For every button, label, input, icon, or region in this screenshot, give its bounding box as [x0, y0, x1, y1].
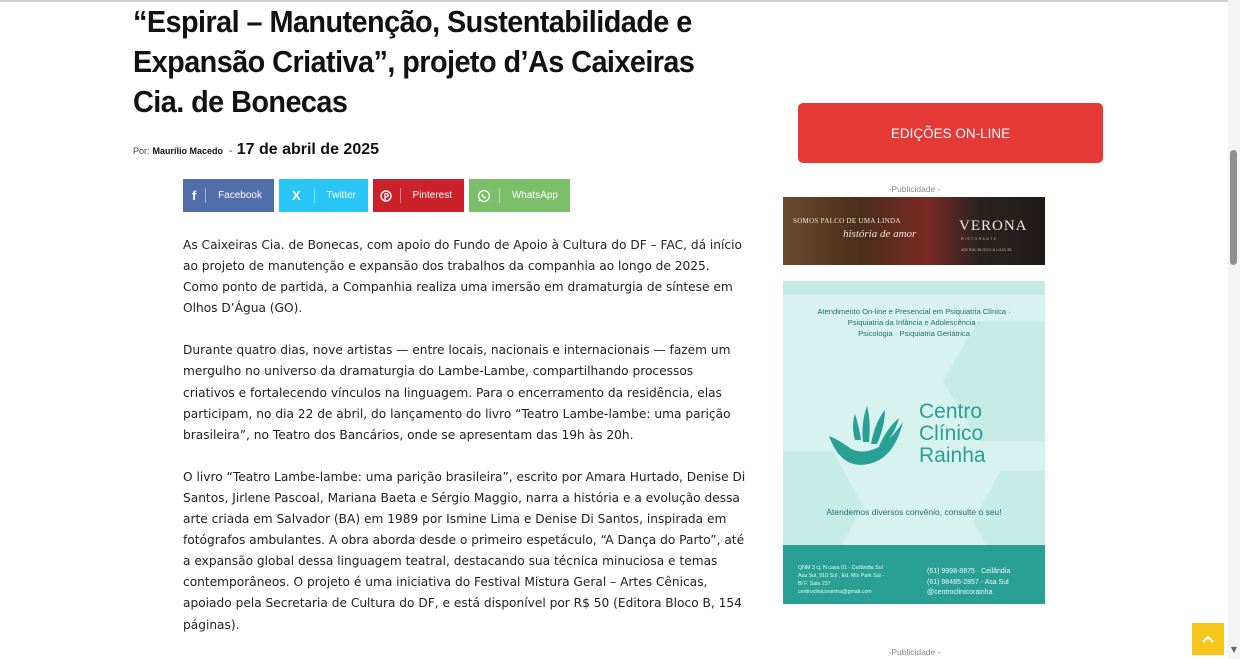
- article-paragraph: Durante quatro dias, nove artistas — entre locais, nacionais e internacionais — fazem um mergulho no universo da dramaturgia do Lambe-Lambe, compartilhando processos criativos e fortalecendo vínculos na linguagem. Para o encerramento da residência, elas participam, no dia 22 de abril, do lançamento do livro “Teatro Lambe-lambe: uma parição brasileira”, no Teatro dos Bancários, onde se apresentam das 19h às 20h.: [183, 343, 731, 442]
- publish-date: 17 de abril de 2025: [236, 141, 380, 158]
- clinic-services-line: Psicologia · Psiquiatria Geriátrica: [858, 329, 970, 338]
- clinic-brand-line: Centro: [919, 400, 983, 423]
- clinic-services: [791, 306, 1037, 339]
- chevron-up-icon: [1200, 631, 1216, 647]
- ad-label: -Publicidade -: [888, 184, 941, 194]
- clinic-ad-banner[interactable]: [783, 281, 1045, 604]
- share-facebook-label: Facebook: [218, 190, 262, 201]
- share-whatsapp-button[interactable]: [469, 179, 570, 212]
- article-title: “Espiral – Manutenção, Sustentabilidade e Expansão Criativa”, projeto d’As Caixeiras Cia. de Bonecas: [133, 4, 695, 119]
- article-paragraph: As Caixeiras Cia. de Bonecas, com apoio do Fundo de Apoio à Cultura do DF – FAC, dá início ao projeto de manutenção e expansão dos trabalhos da companhia ao longo de 2025. Como ponto de partida, a Companhia realiza uma imersão em dramaturgia de síntese em Olhos D’Água (GO).: [183, 238, 742, 316]
- share-facebook-button[interactable]: [183, 179, 274, 212]
- clinic-phones: [927, 567, 1042, 599]
- clinic-phone: (61) 9998-8875 · Ceilândia: [927, 568, 1011, 575]
- share-whatsapp-label: WhatsApp: [511, 190, 558, 201]
- clinic-address-line: QNM 3 cj. N casa 01 - Ceilândia Sul: [798, 565, 883, 571]
- clinic-contact-footer: [783, 545, 1045, 604]
- whatsapp-icon: [469, 179, 499, 212]
- facebook-icon: f: [192, 188, 197, 203]
- share-buttons: [183, 179, 575, 212]
- clinic-hand-logo-icon: [825, 396, 909, 472]
- clinic-tagline: Atendemos diversos convênio, consulte o seu!: [826, 507, 1002, 517]
- share-pinterest-label: Pinterest: [412, 190, 452, 201]
- clinic-address-line: Bl F. Sala 237: [798, 581, 831, 587]
- byline: [133, 141, 379, 163]
- article-paragraph: O livro “Teatro Lambe-lambe: uma parição brasileira”, escrito por Amara Hurtado, Denise Di Santos, Jirlene Pascoal, Mariana Baeta e Sérgio Maggio, narra a história e a evolução dessa arte criada em Salvador (BA) em 1989 por Ismine Lima e Denise Di Santos, inspirada em fotógrafos ambulantes. A obra aborda desde o primeiro espetáculo, “A Dança do Parto”, até a expansão global dessa linguagem teatral, destacando sua técnica minuciosa e temas contemporâneos. O projeto é uma iniciativa do Festival Mistura Geral – Artes Cênicas, apoiado pela Secretaria de Cultura do DF, e está disponível por R$ 50 (Editora Bloco B, 154 páginas).: [183, 469, 746, 632]
- verona-address: 402 SUL BLOCO A LOJA 33: [961, 247, 1012, 252]
- clinic-address-line: Asa Sul, 910 Sul , Ed. Mix Park Sul -: [798, 573, 884, 579]
- verona-brand: VERONA: [959, 218, 1028, 234]
- ad-label: -Publicidade -: [888, 647, 941, 657]
- pinterest-icon: [373, 179, 400, 212]
- clinic-services-line: Atendimento On-line e Presencial em Psiquiatria Clínica ·: [817, 307, 1011, 316]
- byline-separator: -: [229, 145, 233, 157]
- ad-top-band: [783, 281, 1045, 295]
- clinic-phone: (61) 98485-2857 - Asa Sul: [927, 578, 1009, 586]
- share-pinterest-button[interactable]: [373, 179, 464, 212]
- x-twitter-icon: X: [291, 188, 301, 203]
- author-link[interactable]: Maurílio Macedo: [152, 146, 224, 156]
- article-body: [183, 235, 748, 657]
- clinic-services-line: Psiquiatria da Infância e Adolescência ·: [847, 318, 981, 327]
- verona-tagline: SOMOS PALCO DE UMA LINDA: [793, 217, 901, 225]
- scrollbar-thumb[interactable]: [1230, 150, 1237, 265]
- share-twitter-label: Twitter: [326, 190, 356, 201]
- editions-online-button[interactable]: EDIÇÕES ON-LINE: [798, 103, 1103, 163]
- clinic-brand-line: Rainha: [919, 444, 986, 467]
- verona-script: história de amor: [843, 228, 917, 240]
- vertical-scrollbar[interactable]: [1228, 0, 1240, 659]
- clinic-brand: [919, 401, 986, 467]
- clinic-addresses: [798, 564, 918, 596]
- clinic-brand-line: Clínico: [919, 422, 984, 445]
- share-twitter-button[interactable]: [279, 179, 368, 212]
- clinic-instagram: @centroclinicorainha: [927, 589, 993, 596]
- back-to-top-button[interactable]: [1192, 623, 1224, 655]
- scroll-down-arrow-icon[interactable]: ▼: [1230, 645, 1238, 654]
- byline-prefix: Por:: [133, 146, 150, 156]
- clinic-email: centroclinicorainha@gmail.com: [798, 589, 872, 595]
- verona-ad-banner[interactable]: [783, 197, 1045, 265]
- verona-subtitle: RISTORANTE: [961, 237, 998, 241]
